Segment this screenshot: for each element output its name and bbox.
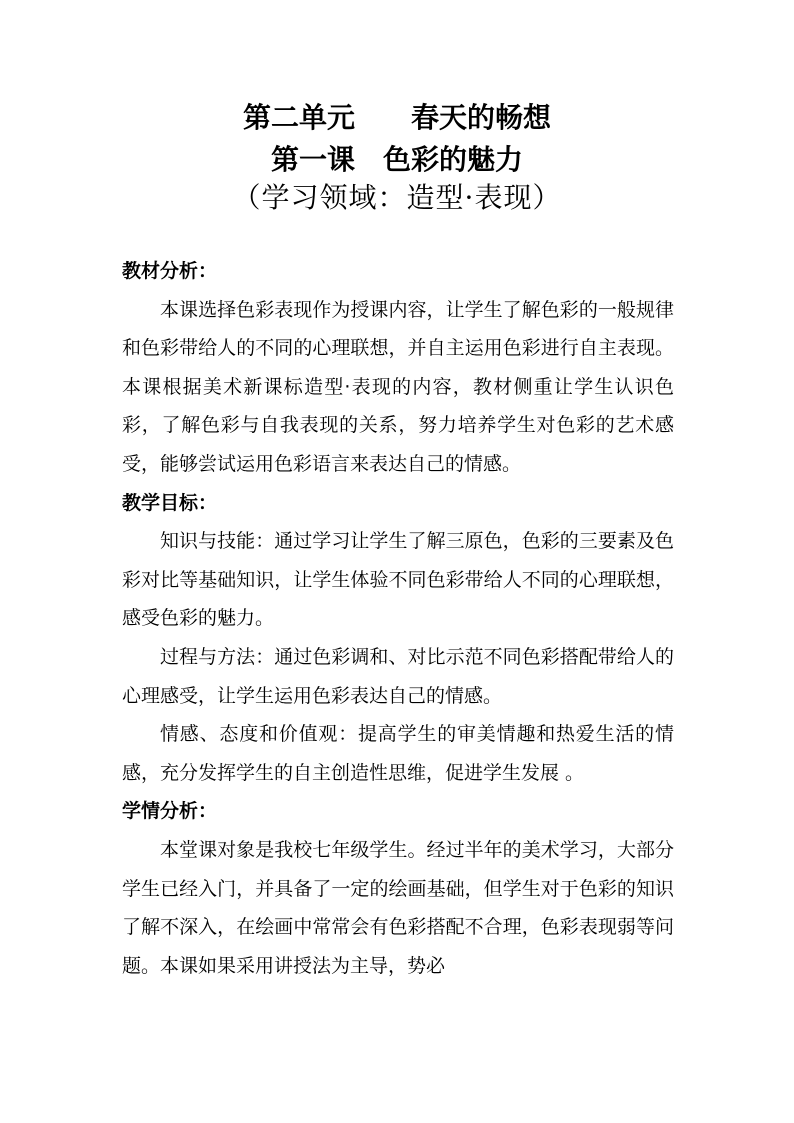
unit-title: 第二单元 春天的畅想 — [242, 101, 551, 134]
textbook-analysis-paragraph: 本课选择色彩表现作为授课内容，让学生了解色彩的一般规律和色彩带给人的不同的心理联想，并自主运用色彩进行自主表现。本课根据美术新课标造型·表现的内容，教材侧重让学生认识色彩，了解色彩与自我表现的关系，努力培养学生对色彩的艺术感受，能够尝试运用色彩语言来表达自己的情感。 — [122, 298, 674, 475]
goal-process-methods-paragraph: 过程与方法：通过色彩调和、对比示范不同色彩搭配带给人的心理感受，让学生运用色彩表达自己的情感。 — [122, 645, 674, 707]
student-analysis-paragraph: 本堂课对象是我校七年级学生。经过半年的美术学习，大部分学生已经入门，并具备了一定的绘画基础，但学生对于色彩的知识了解不深入，在绘画中常常会有色彩搭配不合理，色彩表现弱等问题。本课如果采用讲授法为主导，势必 — [122, 838, 674, 977]
section-heading-student-analysis: 学情分析： — [122, 800, 218, 823]
learning-domain-subtitle: （学习领域：造型·表现） — [232, 181, 562, 214]
section-heading-teaching-goals: 教学目标： — [122, 491, 218, 514]
section-heading-textbook-analysis: 教材分析： — [122, 260, 218, 282]
document-body — [122, 252, 674, 985]
goal-knowledge-skills-paragraph: 知识与技能：通过学习让学生了解三原色，色彩的三要素及色彩对比等基础知识，让学生体验不同色彩带给人不同的心理联想，感受色彩的魅力。 — [122, 530, 674, 630]
lesson-title: 第一课 色彩的魅力 — [270, 143, 523, 176]
goal-emotion-values-paragraph: 情感、态度和价值观：提高学生的审美情趣和热爱生活的情感，充分发挥学生的自主创造性思维，促进学生发展 。 — [122, 723, 674, 784]
